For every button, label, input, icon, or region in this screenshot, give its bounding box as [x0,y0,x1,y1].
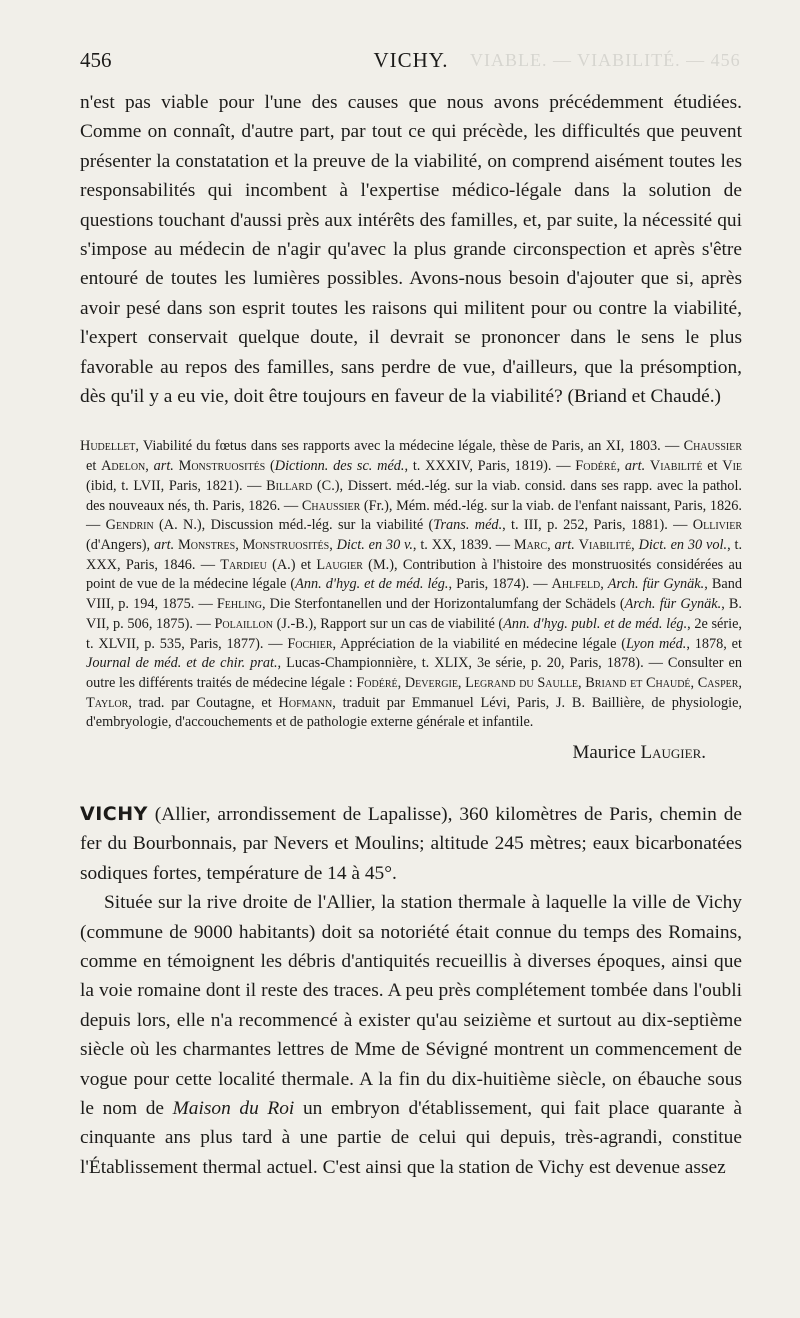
ref-author: Ahlfeld [551,576,601,593]
ref-art: art. [153,458,174,475]
ref-author: Hudellet [80,438,136,455]
ref-author: Hofmann [278,694,333,711]
ref-text: , Appréciation de la viabilité en médecine légale ( [332,635,627,652]
ref-art: art. [624,458,646,475]
ref-text: , [145,458,154,475]
ref-journal: Arch. für Gynäk. [624,596,722,613]
ref-text: et [86,458,102,475]
ref-text: , 1878, et [686,635,742,652]
entry-intro-text: (Allier, arrondissement de Lapalisse), 360 kilomètres de Paris, chemin de fer du Bourbonnais, par Nevers et Moulins; altitude 245 mètres; eaux bicarbonatées sodiques fortes, température de 14 à 45°. [80,804,742,884]
ref-text: , B. VII, p. 506, 1875). — [86,596,743,632]
vichy-entry [80,800,742,1182]
ref-text: , [616,458,625,475]
ref-author: Ollivier [692,517,742,534]
ref-text: (d'Angers), [86,536,154,553]
ref-text: , traduit par Emmanuel Lévi, Paris, J. B. Baillière, de physiologie, d'embryologie, d'accouchements et de pathologie externe générale et infantile. [86,694,742,731]
ref-text: , Band VIII, p. 194, 1875. — [86,576,743,613]
running-title: VICHY. [373,48,449,72]
entry-paragraph [80,888,742,1182]
ref-journal: Dict. en 30 v. [336,536,413,553]
signature-first-name: Maurice [572,742,636,764]
continuation-paragraph [80,88,742,411]
ref-author: Fehling [216,596,263,613]
ref-author: Marc [513,536,548,553]
ref-text: , 2e série, t. XLVII, p. 535, Paris, 1877). — [86,615,743,652]
ref-art: art. [153,536,175,553]
ref-text: , t. III, p. 252, Paris, 1881). — [502,517,693,534]
ref-text: (J.-B.), Rapport sur un cas de viabilité ( [272,615,504,632]
ref-journal: Arch. für Gynäk. [607,576,705,593]
ref-journal: Ann. d'hyg. publ. et de méd. lég. [503,615,688,632]
ref-author: Tardieu [220,556,267,573]
ref-title: Viabilité [649,458,703,475]
ref-author: Chaussier [683,438,742,455]
ref-text: (A.) et [266,556,317,573]
ref-text: (Fr.), Mém. méd.-lég. sur la viab. de l'enfant naissant, Paris, 1826. — [86,497,742,534]
ref-journal: Ann. d'hyg. et de méd. lég. [295,576,449,593]
ref-journal: Lyon méd. [626,635,687,652]
ref-text: , Lucas-Championnière, t. XLIX, 3e série, p. 20, Paris, 1878). — Consulter en outre les différents traités de médecine légale : [86,655,743,691]
ref-author: Polaillon [214,615,273,632]
ref-text: (ibid, t. LVII, Paris, 1821). — [86,477,267,494]
ref-text: , trad. par Coutagne, et [128,694,279,711]
ref-text: et [702,458,723,475]
ref-text: , t. XX, 1839. — [412,536,514,553]
ref-title: Monstruosités [178,458,266,475]
ref-title: Viabilité, [578,536,635,553]
bleed-through-text: VIABLE. — VIABILITÉ. — 456 [470,50,741,70]
ref-author: Laugier [316,556,363,573]
entry-paragraph-text: un embryon d'établissement, qui fait place quarante à cinquante ans plus tard à une partie de celui qui depuis, très-agrandi, constitue l'Établissement thermal actuel. C'est ainsi que la station de Vichy est devenue assez [80,1098,742,1178]
signature-last-name: Laugier. [640,742,706,764]
ref-title: Vie [722,458,743,475]
ref-author: Fodéré [575,458,617,475]
ref-author: Chaussier [301,497,361,514]
continuation-text: n'est pas viable pour l'une des causes que nous avons précédemment étudiées. Comme on connaît, d'autre part, par tout ce qui précède, les difficultés que peuvent présenter la constatation et la preuve de la viabilité, on comprend aisément toutes les responsabilités qui incombent à l'expertise médico-légale dans la solution de questions touchant d'aussi près aux intérêts des familles, et, par suite, la nécessité qui s'impose au médecin de n'agir qu'avec la plus grande circonspection et après s'être entouré de toutes les lumières possibles. Avons-nous besoin d'ajouter que si, après avoir pesé dans son esprit toutes les raisons qui militent pour ou contre la viabilité, l'expert conservait quelque doute, il devrait se prononcer dans le sens le plus favorable au repos des familles, sans perdre de vue, d'ailleurs, que la présomption, dès qu'il y a eu vie, doit être toujours en faveur de la viabilité? (Briand et Chaudé.) [80,92,742,408]
ref-text: , Paris, 1874). — [448,576,552,593]
ref-journal: Dictionn. des sc. méd. [274,458,405,475]
ref-journal: Journal de méd. et de chir. prat. [86,655,278,672]
ref-journal: Dict. en 30 vol. [638,536,728,553]
ref-author: Billard [266,477,313,494]
entry-italic-term: Maison du Roi [172,1098,295,1120]
ref-text: ( [265,458,275,475]
ref-author: Fochier [287,635,333,652]
author-signature [80,740,706,766]
bibliography [80,437,742,733]
entry-paragraph-text: Située sur la rive droite de l'Allier, la station thermale à laquelle la ville de Vichy (commune de 9000 habitants) doit sa notoriété était connue du temps des Romains, comme en témoignent les débris d'antiquités recueillis à diverses époques, ainsi que la voie romaine dont il reste des traces. A peu près complétement tombée dans l'oubli depuis lors, elle n'a recommencé à exister qu'au seizième et surtout au dix-septième siècle où les charmantes lettres de Mme de Sévigné montrent un commencement de vogue pour cette localité thermale. A la fin du dix-huitième siècle, on ébauche sous le nom de [80,892,742,1120]
ref-text: , Viabilité du fœtus dans ses rapports avec la médecine légale, thèse de Paris, an XI, 1803. — [135,438,684,455]
ref-text: , t. XXXIV, Paris, 1819). — [404,458,576,475]
ref-author: Adelon [101,458,146,475]
ref-journal: Trans. méd. [433,517,503,534]
bibliography-paragraph [80,437,742,733]
ref-text: (C.), Dissert. méd.-lég. sur la viab. consid. dans ses rapp. avec la pathol. des nouveaux nés, th. Paris, 1826. — [86,477,742,514]
ref-author: Gendrin [105,517,154,534]
ref-text: , [547,536,555,553]
ref-title: Monstres, Monstruosités, [178,536,333,553]
ref-text: , Die Sterfontanellen und der Horizontalumfang der Schädels ( [262,596,625,613]
entry-headword: VICHY [80,803,148,826]
ref-text: , [600,576,608,593]
page [80,40,742,1182]
ref-art: art. [554,536,575,553]
ref-author: Fodéré, Devergie, Legrand du Saulle, Briand et Chaudé, Casper, Taylor [86,674,742,711]
ref-text: (A. N.), Discussion méd.-lég. sur la viabilité ( [153,517,434,534]
entry-intro [80,800,742,888]
ref-text: , t. XXX, Paris, 1846. — [86,536,743,573]
running-header [80,40,742,80]
ref-text: (M.), Contribution à l'histoire des monstruosités considérées au point de vue de la médecine légale ( [86,556,743,593]
page-number: 456 [80,48,112,72]
